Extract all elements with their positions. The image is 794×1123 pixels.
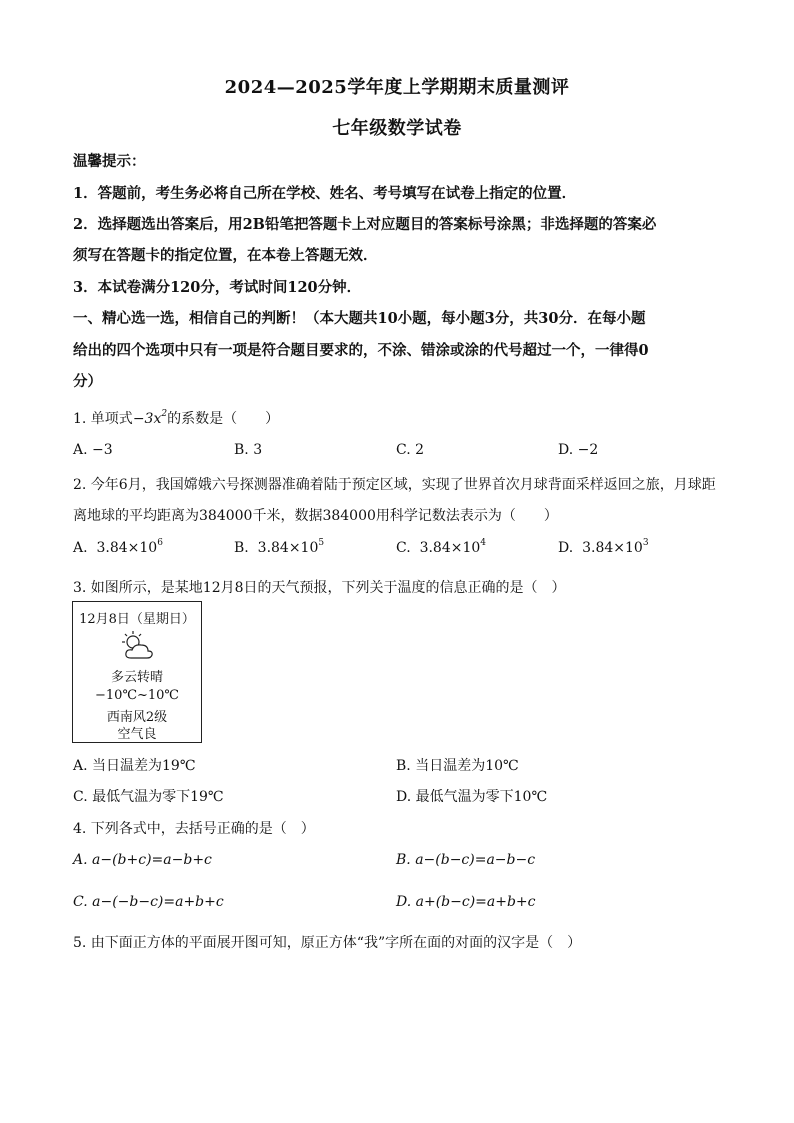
q4-option-b[interactable]: B. a−(b−c)=a−b−c [396, 852, 536, 868]
q1-option-b[interactable]: B. 3 [234, 442, 263, 458]
page-title: 2024—2025学年度上学期期末质量测评 [224, 77, 570, 98]
q4-option-d[interactable]: D. a+(b−c)=a+b+c [396, 894, 536, 910]
q4-option-a[interactable]: A. a−(b+c)=a−b+c [73, 852, 212, 868]
weather-condition: 多云转晴 [110, 670, 163, 685]
weather-wind: 西南风2级 [106, 710, 168, 725]
q2-option-b[interactable]: B. $3.84\times 10^5$ [234, 538, 325, 556]
q2-option-a[interactable]: A. $3.84\times 10^6$ [73, 538, 163, 556]
question-2-stem-line-1: 2. 今年6月，我国嫦娥六号探测器准确着陆于预定区域，实现了世界首次月球背面采样返回之旅，月球距 [73, 477, 716, 493]
question-1-stem: 1. 单项式$-3x^2$的系数是（ ） [73, 409, 280, 427]
weather-temperature: −10℃~10℃ [95, 688, 179, 703]
tip-item-3: 3．本试卷满分120分，考试时间120分钟． [73, 279, 362, 296]
page-subtitle: 七年级数学试卷 [332, 118, 462, 139]
q1-option-a[interactable]: A. −3 [73, 442, 113, 458]
question-5-stem: 5. 由下面正方体的平面展开图可知，原正方体“我”字所在面的对面的汉字是（ ） [73, 935, 582, 951]
q2-option-c[interactable]: C. $3.84\times 10^4$ [396, 538, 487, 556]
question-2-stem-line-2: 离地球的平均距离为384000千米，数据384000用科学记数法表示为（ ） [73, 508, 558, 524]
tip-item-2: 2．选择题选出答案后，用2B铅笔把答题卡上对应题目的答案标号涂黑；非选择题的答案必 [73, 216, 657, 233]
section1-line-1: 一、精心选一选，相信自己的判断！（本大题共10小题，每小题3分，共30分．在每小题 [73, 310, 646, 327]
q3-option-c[interactable]: C. 最低气温为零下19℃ [73, 789, 224, 805]
q3-option-d[interactable]: D. 最低气温为零下10℃ [396, 789, 548, 805]
question-4-stem: 4. 下列各式中，去括号正确的是（ ） [73, 821, 315, 837]
q2-option-d[interactable]: D. $3.84\times 10^3$ [558, 538, 649, 556]
q1-expression: $-3x^2$ [132, 409, 168, 427]
q3-option-b[interactable]: B. 当日温差为10℃ [396, 758, 519, 774]
q1-option-c[interactable]: C. 2 [396, 442, 425, 458]
q1-option-d[interactable]: D. −2 [558, 442, 599, 458]
weather-date: 12月8日（星期日） [79, 612, 195, 627]
question-3-stem: 3. 如图所示，是某地12月8日的天气预报，下列关于温度的信息正确的是（ ） [73, 580, 566, 596]
tip-item-1: 1．答题前，考生务必将自己所在学校、姓名、考号填写在试卷上指定的位置． [73, 185, 577, 202]
section1-line-3: 分） [73, 373, 102, 390]
weather-air-quality: 空气良 [117, 727, 157, 742]
section1-line-2: 给出的四个选项中只有一项是符合题目要求的，不涂、错涂或涂的代号超过一个，一律得0 [73, 342, 649, 359]
q3-option-a[interactable]: A. 当日温差为19℃ [73, 758, 196, 774]
partly-cloudy-sun-icon [73, 630, 201, 664]
tips-heading: 温馨提示： [73, 153, 146, 170]
q4-option-c[interactable]: C. a−(−b−c)=a+b+c [73, 894, 224, 910]
tip-item-2-cont: 须写在答题卡的指定位置，在本卷上答题无效． [73, 247, 378, 264]
weather-forecast-card [72, 601, 202, 743]
